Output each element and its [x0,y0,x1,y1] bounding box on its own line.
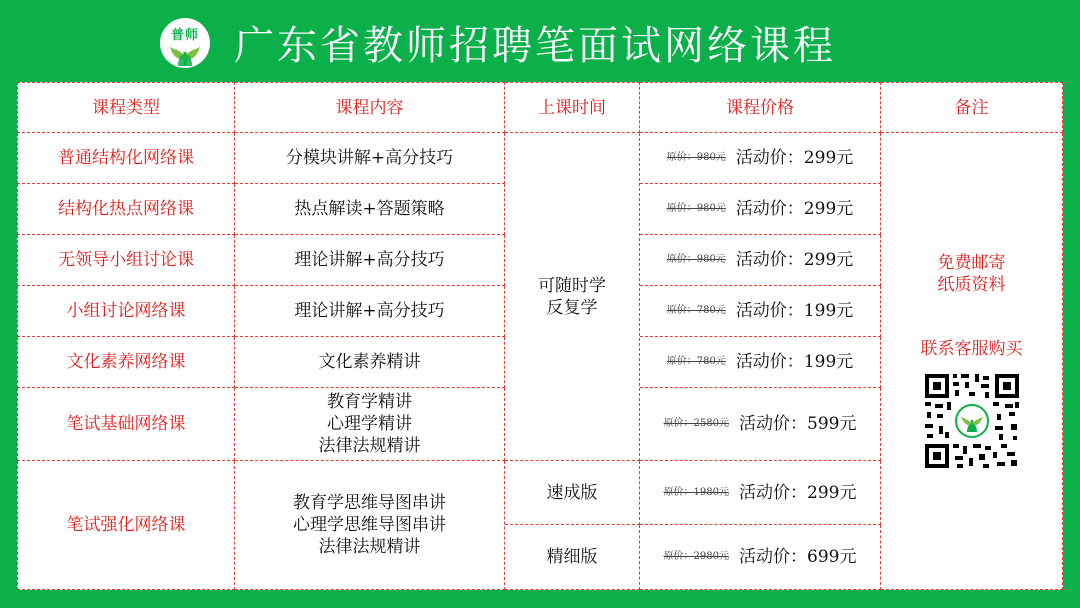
content-line: 法律法规精讲 [318,537,421,557]
activity-price: 活动价：299元 [735,199,854,219]
row-price [640,461,881,525]
activity-price: 活动价：299元 [735,250,854,270]
header-remarks: 备注 [881,82,1063,133]
note-line: 纸质资料 [937,275,1006,295]
time-line: 可随时学 [538,275,606,296]
original-price: 原价：1980元 [663,486,729,498]
header-course-content: 课程内容 [235,82,505,133]
row-price [640,286,881,337]
original-price: 原价：780元 [666,305,726,316]
original-price: 原价：2980元 [663,551,729,562]
row-type: 笔试强化网络课 [17,461,235,590]
row-content: 热点解读+答题策略 [235,184,505,235]
header-class-time: 上课时间 [505,82,640,133]
content-line: 教育学精讲 [327,392,412,412]
row-type: 文化素养网络课 [17,337,235,388]
leaf-logo-icon [168,44,202,66]
page-title: 广东省教师招聘笔面试网络课程 [234,23,836,69]
row-content [235,461,505,590]
version-name: 精细版 [505,525,640,590]
logo [160,18,210,68]
row-price [640,337,881,388]
original-price: 原价：2580元 [663,418,729,429]
row-content: 分模块讲解+高分技巧 [235,133,505,184]
row-type: 普通结构化网络课 [17,133,235,184]
content-line: 心理学精讲 [327,414,412,434]
content-line: 法律法规精讲 [318,436,421,456]
version-name: 速成版 [505,461,640,525]
activity-price: 活动价：299元 [739,482,857,503]
row-price [640,235,881,286]
content-line: 心理学思维导图串讲 [293,515,446,535]
original-price: 原价：980元 [666,203,726,214]
header-course-type: 课程类型 [17,82,235,133]
original-price: 原价：780元 [666,356,726,367]
remarks-merged [881,133,1063,590]
row-type: 小组讨论网络课 [17,286,235,337]
activity-price: 活动价：599元 [739,414,857,434]
row-type: 笔试基础网络课 [17,388,235,461]
row-type: 结构化热点网络课 [17,184,235,235]
row-price [640,525,881,590]
row-content [235,388,505,461]
row-content: 理论讲解+高分技巧 [235,286,505,337]
activity-price: 活动价：299元 [735,148,854,168]
time-line: 反复学 [546,297,598,318]
row-price [640,184,881,235]
qr-code-icon[interactable] [923,372,1021,470]
note-line: 免费邮寄 [937,253,1006,273]
header [0,0,1080,82]
activity-price: 活动价：699元 [739,547,857,567]
activity-price: 活动价：199元 [735,301,854,321]
row-price [640,388,881,461]
content-line: 教育学思维导图串讲 [293,493,446,513]
original-price: 原价：980元 [666,152,726,163]
logo-text: 普师 [170,28,199,43]
course-table [17,82,1063,590]
row-content: 文化素养精讲 [235,337,505,388]
activity-price: 活动价：199元 [735,352,854,372]
class-time-merged [505,133,640,461]
header-course-price: 课程价格 [640,82,881,133]
row-type: 无领导小组讨论课 [17,235,235,286]
contact-text: 联系客服购买 [920,339,1023,359]
original-price: 原价：980元 [666,254,726,265]
row-price [640,133,881,184]
row-content: 理论讲解+高分技巧 [235,235,505,286]
